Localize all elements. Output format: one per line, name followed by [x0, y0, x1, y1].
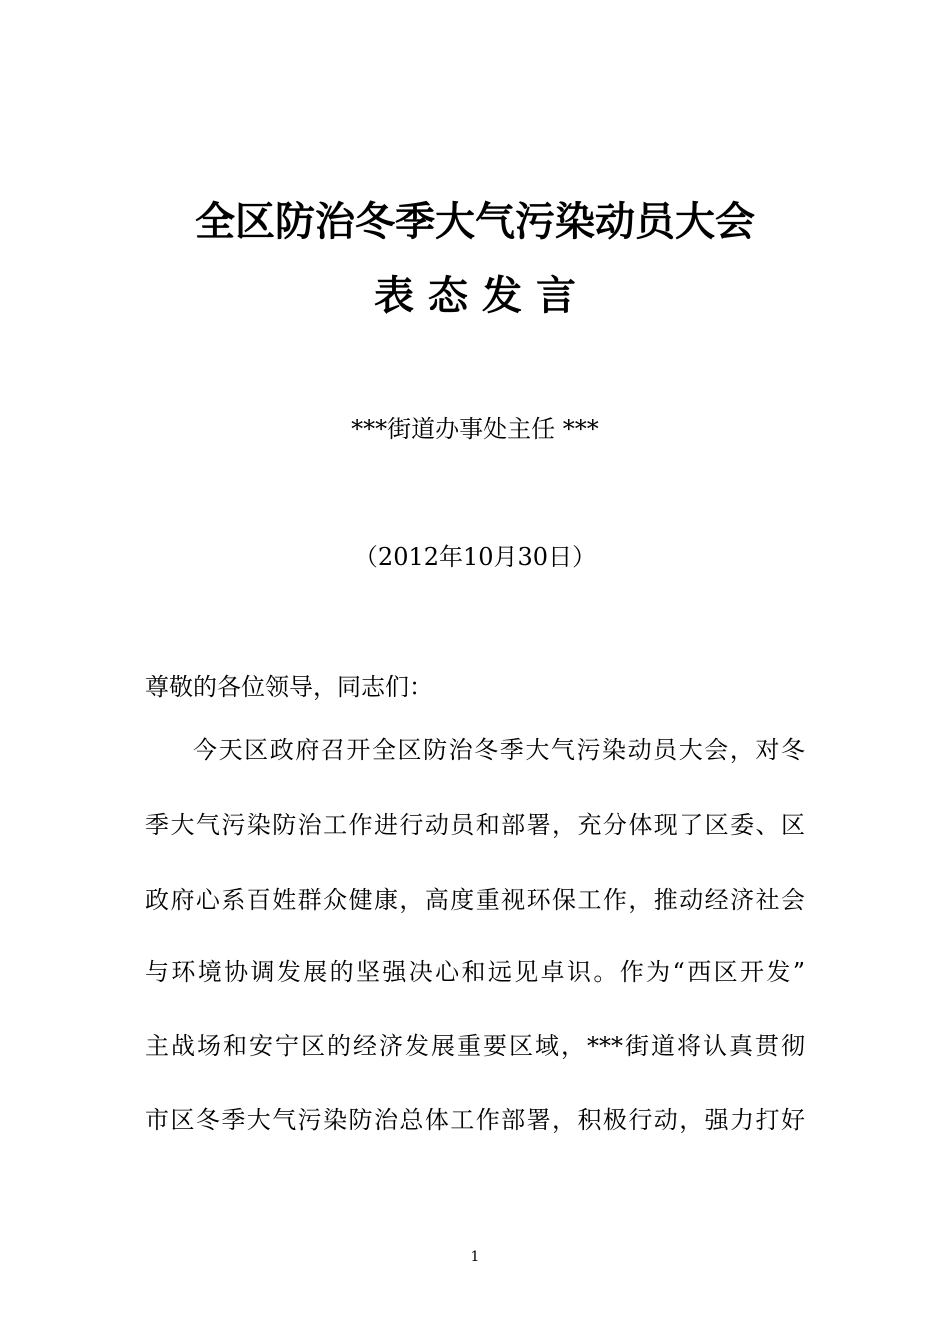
paragraph-line: 主战场和安宁区的经济发展重要区域，***街道将认真贯彻 — [145, 1032, 805, 1060]
page-number: 1 — [470, 1249, 480, 1265]
paragraph-line: 与环境协调发展的坚强决心和远见卓识。作为“西区开发” — [145, 958, 805, 986]
document-subtitle: 表态发言 — [374, 273, 590, 319]
speaker-byline: ***街道办事处主任 *** — [351, 415, 599, 443]
paragraph-line: 今天区政府召开全区防治冬季大气污染动员大会，对冬 — [193, 736, 805, 764]
salutation: 尊敬的各位领导，同志们： — [145, 673, 433, 701]
document-title: 全区防治冬季大气污染动员大会 — [195, 199, 755, 245]
paragraph-line: 政府心系百姓群众健康，高度重视环保工作，推动经济社会 — [145, 886, 805, 914]
paragraph-line: 市区冬季大气污染防治总体工作部署，积极行动，强力打好 — [145, 1106, 805, 1134]
speech-date: （2012年10月30日） — [353, 543, 597, 571]
paragraph-line: 季大气污染防治工作进行动员和部署，充分体现了区委、区 — [145, 811, 805, 839]
